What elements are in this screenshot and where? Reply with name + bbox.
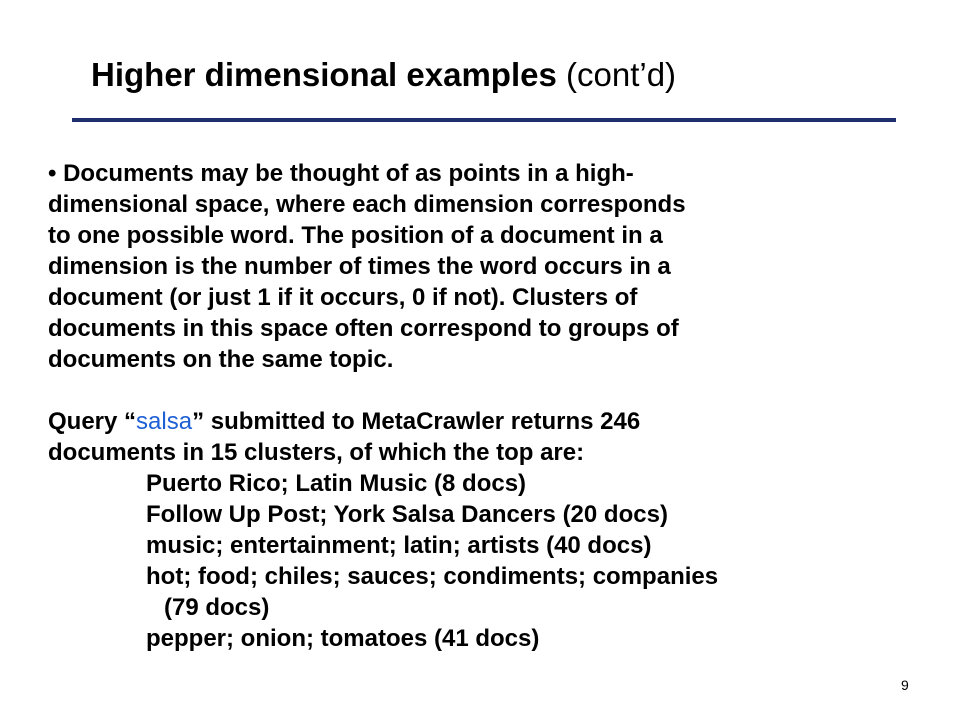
title-suffix: (cont’d) xyxy=(566,56,677,93)
paragraph-line-text: Documents may be thought of as points in a high- xyxy=(63,160,634,187)
slide-body xyxy=(48,158,928,654)
cluster-item: Follow Up Post; York Salsa Dancers (20 docs) xyxy=(146,501,668,528)
paragraph-line: documents in this space often correspond to groups of xyxy=(48,315,679,342)
cluster-item: hot; food; chiles; sauces; condiments; companies xyxy=(146,563,719,590)
slide-title xyxy=(91,55,676,95)
cluster-item: pepper; onion; tomatoes (41 docs) xyxy=(146,625,540,652)
query-suffix: ” submitted to MetaCrawler returns 246 xyxy=(192,408,641,435)
paragraph-line: dimension is the number of times the word occurs in a xyxy=(48,253,671,280)
query-term: salsa xyxy=(136,408,193,435)
cluster-item-continuation: (79 docs) xyxy=(164,594,270,621)
cluster-item: Puerto Rico; Latin Music (8 docs) xyxy=(146,470,527,497)
paragraph-line: to one possible word. The position of a document in a xyxy=(48,222,663,249)
title-main: Higher dimensional examples xyxy=(91,56,557,93)
title-underline xyxy=(72,118,896,122)
query-prefix: Query “ xyxy=(48,408,137,435)
query-line: documents in 15 clusters, of which the top are: xyxy=(48,439,585,466)
paragraph-line: document (or just 1 if it occurs, 0 if not). Clusters of xyxy=(48,284,638,311)
paragraph-line: documents on the same topic. xyxy=(48,346,394,373)
page-number: 9 xyxy=(901,677,909,693)
bullet: • xyxy=(48,160,57,187)
cluster-item: music; entertainment; latin; artists (40 docs) xyxy=(146,532,652,559)
query-line xyxy=(48,406,928,437)
paragraph-line xyxy=(48,158,928,189)
paragraph-line: dimensional space, where each dimension corresponds xyxy=(48,191,686,218)
paragraph-gap xyxy=(48,375,928,406)
